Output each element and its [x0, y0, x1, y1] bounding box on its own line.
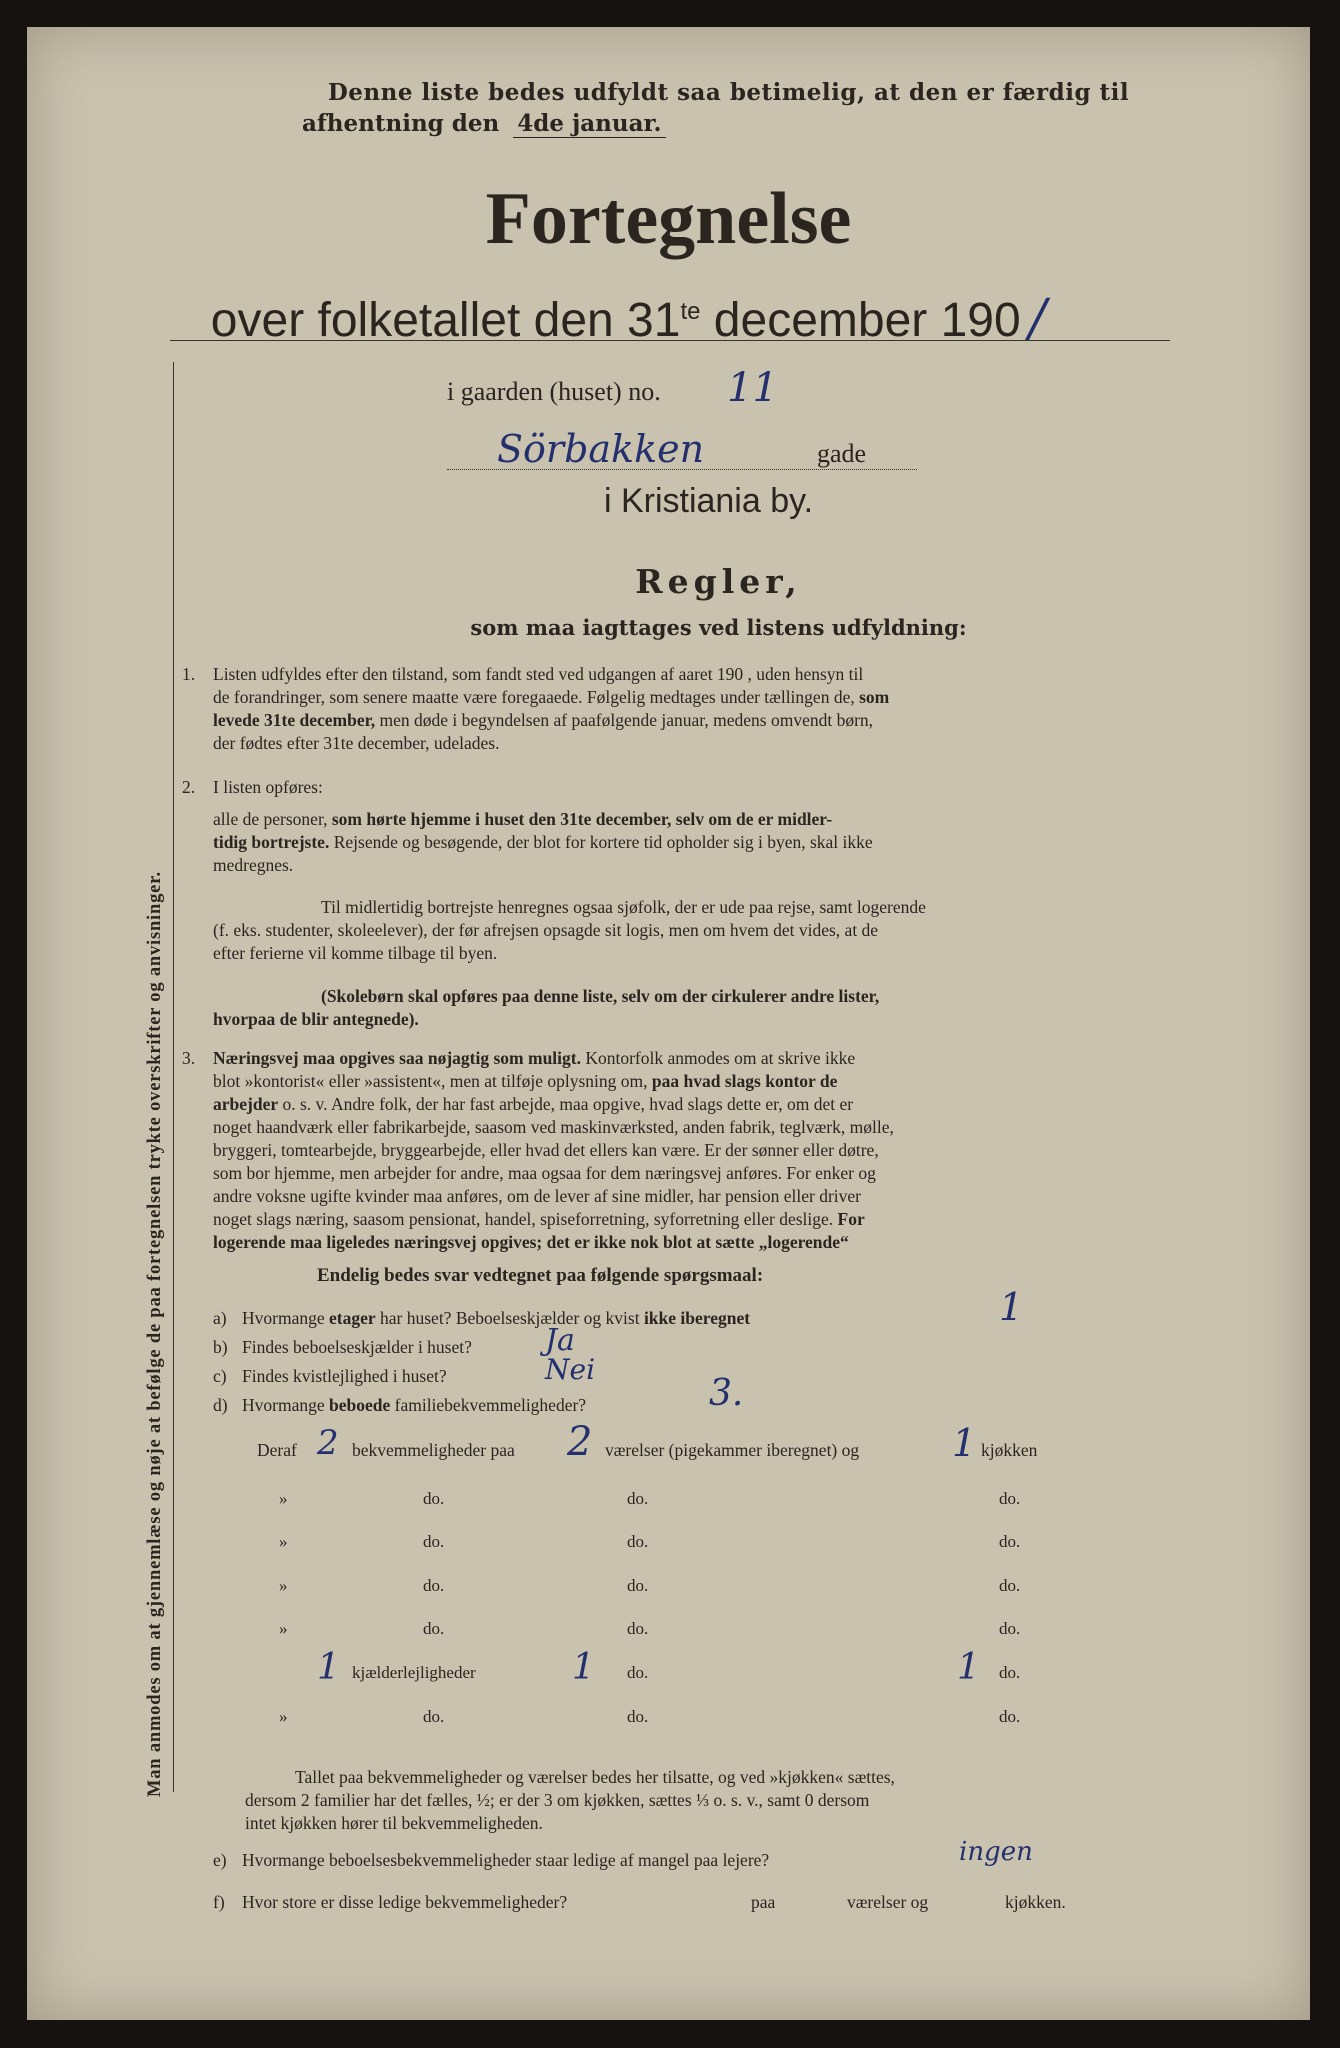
do-row-a: do.	[423, 1532, 445, 1551]
answer-d: 3.	[709, 1373, 744, 1414]
rule-3-line-3-a: arbejder	[213, 1094, 279, 1114]
do-row-a: do.	[423, 1707, 445, 1726]
subtitle-sup: te	[680, 298, 701, 325]
do-row-c: do.	[999, 1532, 1021, 1551]
rule-3-line-1-a: Næringsvej maa opgives saa nøjagtig som muligt.	[213, 1048, 581, 1068]
house-label: i gaarden (huset) no.	[447, 377, 661, 406]
cellar-count: 1	[317, 1647, 340, 1688]
note-line-2: dersom 2 familier har det fælles, ½; er der 3 om kjøkken, sættes ⅓ o. s. v., samt 0 dersom	[245, 1790, 870, 1810]
do-row-c: do.	[999, 1576, 1021, 1595]
year-digit: /	[1028, 289, 1047, 349]
questions-intro: Endelig bedes svar vedtegnet paa følgende spørgsmaal:	[317, 1265, 764, 1286]
question-d-text-bold: beboede	[329, 1395, 391, 1415]
rule-3-line-3	[213, 1093, 1163, 1116]
rule-3-line-6: som bor hjemme, men arbejder for andre, maa ogsaa for dem næringsvej anføres. For enker og	[213, 1163, 876, 1183]
question-a-text-bold: etager	[329, 1308, 376, 1328]
question-e-label: e)	[213, 1850, 227, 1870]
question-d-label: d)	[213, 1395, 228, 1415]
do-row-b: do.	[627, 1619, 649, 1638]
subtitle-rule	[170, 340, 1170, 341]
question-a-text-bold-2: ikke iberegnet	[643, 1308, 751, 1328]
rule-2-line-2-b: Rejsende og besøgende, der blot for kortere tid opholder sig i byen, skal ikke	[333, 832, 873, 852]
question-b-label: b)	[213, 1337, 228, 1357]
question-d-text	[242, 1394, 586, 1417]
do-row-c: do.	[999, 1489, 1021, 1508]
rule-1-text	[213, 663, 1163, 755]
rule-2-p2-line-2: (f. eks. studenter, skoleelever), der før afrejsen opsagde sit logis, men om hvem det vides, at de	[213, 920, 879, 940]
do-row-b: do.	[627, 1489, 649, 1508]
census-form-page	[27, 27, 1310, 2020]
question-a-text-1: Hvormange	[242, 1308, 325, 1328]
street-name: Sörbakken	[497, 427, 705, 471]
rules-subheading: som maa iagttages ved listens udfyldning:	[470, 615, 967, 640]
question-a-label: a)	[213, 1308, 227, 1328]
rule-2-line-2	[213, 831, 1163, 854]
rule-1-line-1: Listen udfyldes efter den tilstand, som fandt sted ved udgangen af aaret 190 , uden hensyn til	[213, 664, 864, 684]
rule-2-line-1-b: som hørte hjemme i huset den 31te december, selv om de er midler-	[331, 809, 833, 829]
deraf-text-2: værelser (pigekammer iberegnet) og	[605, 1440, 860, 1460]
rule-2-line-3: medregnes.	[213, 855, 294, 875]
rule-1-line-2	[213, 686, 1163, 709]
rule-1-line-2-a: de forandringer, som senere maatte være foregaaede. Følgelig medtages under tællingen de,	[213, 687, 855, 707]
do-row-quote: »	[279, 1532, 288, 1551]
city-line: i Kristiania by.	[603, 482, 814, 520]
do-row-quote: »	[279, 1489, 288, 1508]
answer-e: ingen	[959, 1837, 1033, 1867]
intro-line-2	[302, 110, 666, 137]
rule-2-number: 2.	[182, 777, 196, 797]
deraf-rooms: 2	[567, 1419, 593, 1465]
cellar-kitchens: 1	[957, 1647, 980, 1688]
rule-2-paragraph-3	[213, 985, 1163, 1031]
rule-2-paragraph-2	[213, 896, 1163, 965]
question-d-text-2: familiebekvemmeligheder?	[394, 1395, 587, 1415]
rule-1-line-3-b: men døde i begyndelsen af paafølgende januar, medens omvendt børn,	[379, 710, 874, 730]
rule-2-line-1-a: alle de personer,	[213, 809, 328, 829]
page-title: Fortegnelse	[485, 178, 852, 260]
rule-3-line-7: andre voksne ugifte kvinder maa anføres, om de lever af sine midler, har pension eller driver	[213, 1186, 862, 1206]
rule-2-p2-line-1: Til midlertidig bortrejste henregnes ogsaa sjøfolk, der er ude paa rejse, samt logerende	[321, 897, 926, 917]
question-f-paa: paa	[751, 1892, 776, 1912]
do-row-quote: »	[279, 1707, 288, 1726]
cellar-text: kjælderlejligheder	[352, 1663, 476, 1682]
answer-c: Nei	[545, 1353, 596, 1386]
rule-3-line-5: bryggeri, tomtearbejde, bryggearbejde, eller hvad det ellers kan være. Er der sønner eller døtre,	[213, 1140, 879, 1160]
question-d-text-1: Hvormange	[242, 1395, 325, 1415]
do-row-c: do.	[999, 1619, 1021, 1638]
do-row-a: do.	[423, 1619, 445, 1638]
rule-3-line-8-a: noget slags næring, saasom pensionat, handel, spiseforretning, syforretning eller deslige.	[213, 1209, 834, 1229]
question-c-text: Findes kvistlejlighed i huset?	[242, 1366, 447, 1386]
side-instruction: Man anmodes om at gjennemlæse og nøje at befølge de paa fortegnelsen trykte overskrifter og anvisninger.	[145, 871, 165, 1797]
rule-2-line-1	[213, 808, 1163, 831]
rule-2-text	[213, 808, 1163, 877]
rule-3-line-9: logerende maa ligeledes næringsvej opgives; det er ikke nok blot at sætte „logerende“	[213, 1232, 849, 1252]
rule-1-line-4: der fødtes efter 31te december, udelades.	[213, 733, 500, 753]
rule-3-line-4: noget haandværk eller fabrikarbejde, saasom ved maskinværksted, anden fabrik, teglværk, mølle,	[213, 1117, 894, 1137]
do-row-a: do.	[423, 1576, 445, 1595]
deraf-kitchens: 1	[952, 1421, 977, 1465]
rule-3-text	[213, 1047, 1163, 1254]
do-row-quote: »	[279, 1576, 288, 1595]
rule-2-head: I listen opføres:	[213, 777, 323, 797]
intro-date: 4de januar.	[513, 110, 665, 138]
question-a-text-2: har huset? Beboelseskjælder og kvist	[380, 1308, 640, 1328]
do-row-b: do.	[627, 1532, 649, 1551]
rule-3-line-2	[213, 1070, 1163, 1093]
rule-2-p2-line-3: efter ferierne vil komme tilbage til byen.	[213, 943, 498, 963]
question-b-text: Findes beboelseskjælder i huset?	[242, 1337, 472, 1357]
deraf-text-3: kjøkken	[981, 1440, 1038, 1460]
question-c-label: c)	[213, 1366, 227, 1386]
rule-2-p3-line-2: hvorpaa de blir antegnede).	[213, 1009, 419, 1029]
note-line-1: Tallet paa bekvemmeligheder og værelser bedes her tilsatte, og ved »kjøkken« sættes,	[295, 1767, 895, 1787]
rule-3-line-8	[213, 1208, 1163, 1231]
rule-3-line-8-b: For	[837, 1209, 865, 1229]
rule-1-line-3	[213, 709, 1163, 732]
question-f-label: f)	[213, 1892, 225, 1912]
question-e-text: Hvormange beboelsesbekvemmeligheder staar ledige af mangel paa lejere?	[242, 1850, 770, 1870]
deraf-text-1: bekvemmeligheder paa	[352, 1440, 515, 1460]
cellar-rooms: 1	[572, 1647, 595, 1688]
do-row-c: do.	[999, 1707, 1021, 1726]
street-dotted-line	[447, 469, 917, 470]
question-f-kjok: kjøkken.	[1005, 1892, 1066, 1912]
street-suffix: gade	[817, 439, 867, 468]
do-row-b: do.	[627, 1576, 649, 1595]
intro-line-2-prefix: afhentning den	[302, 110, 500, 137]
rule-3-line-3-b: o. s. v. Andre folk, der har fast arbejde, maa opgive, hvad slags dette er, om det er	[282, 1094, 854, 1114]
note-text	[245, 1766, 1150, 1835]
rule-3-line-1-b: Kontorfolk anmodes om at skrive ikke	[585, 1048, 856, 1068]
do-row-b: do.	[627, 1707, 649, 1726]
intro-line-1: Denne liste bedes udfyldt saa betimelig, at den er færdig til	[327, 79, 1130, 106]
subtitle-prefix: over folketallet den 31	[210, 294, 681, 347]
rule-1-line-3-a: levede 31te december,	[213, 710, 376, 730]
rule-1-line-2-b: som	[859, 687, 890, 707]
do-row-quote: »	[279, 1619, 288, 1638]
rules-heading: Regler,	[635, 562, 802, 601]
question-f-text: Hvor store er disse ledige bekvemmeligheder?	[242, 1892, 568, 1912]
cellar-do-2: do.	[999, 1663, 1021, 1682]
rule-3-line-2-b: paa hvad slags kontor de	[651, 1071, 838, 1091]
question-a-text	[242, 1307, 750, 1330]
answer-b: Ja	[545, 1323, 575, 1358]
question-f-vaer: værelser og	[847, 1892, 929, 1912]
do-row-a: do.	[423, 1489, 445, 1508]
house-number: 11	[727, 365, 778, 411]
subtitle-suffix: december 190	[713, 294, 1021, 347]
deraf-count: 2	[317, 1423, 339, 1463]
cellar-do: do.	[627, 1663, 649, 1682]
rule-2-p3-line-1: (Skolebørn skal opføres paa denne liste, selv om der cirkulerer andre lister,	[321, 986, 880, 1006]
rule-3-line-2-a: blot »kontorist« eller »assistent«, men at tilføje oplysning om,	[213, 1071, 648, 1091]
note-line-3: intet kjøkken hører til bekvemmeligheden.	[245, 1813, 543, 1833]
rule-3-number: 3.	[182, 1048, 196, 1068]
deraf-label: Deraf	[257, 1440, 297, 1460]
rule-2-line-2-a: tidig bortrejste.	[213, 832, 330, 852]
rule-1-number: 1.	[182, 664, 196, 684]
answer-a: 1	[999, 1285, 1024, 1329]
rule-3-line-1	[213, 1047, 1163, 1070]
